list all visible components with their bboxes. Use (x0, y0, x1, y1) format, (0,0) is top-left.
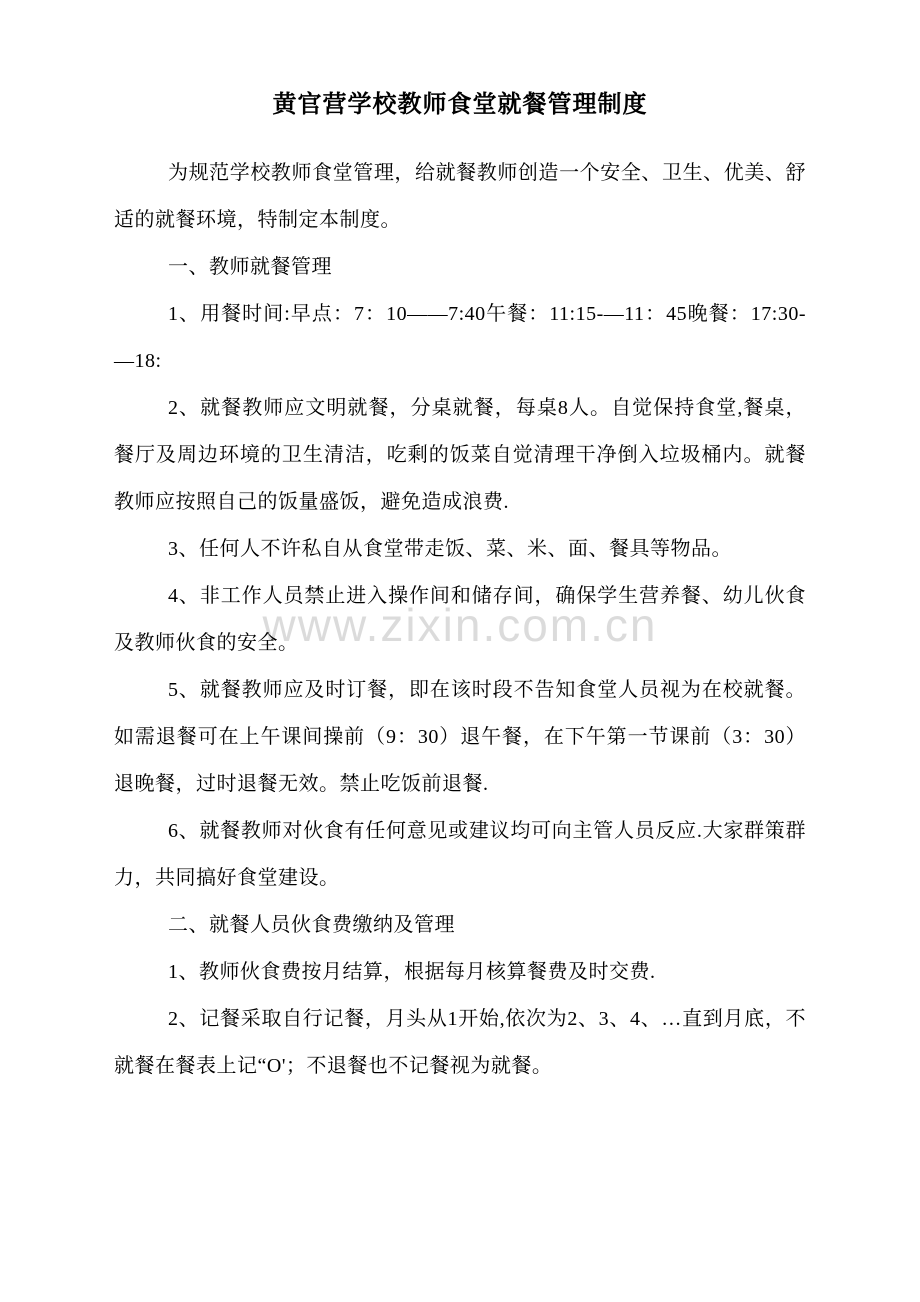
paragraph-rule-1-3: 3、任何人不许私自从食堂带走饭、菜、米、面、餐具等物品。 (168, 538, 732, 560)
paragraph-rule-1-4: 4、非工作人员禁止进入操作间和储存间，确保学生营养餐、幼儿伙食及教师伙食的安全。 (114, 585, 806, 654)
watermark: www.zixin.com.cn (262, 599, 658, 651)
section-heading-1: 一、教师就餐管理 (168, 256, 332, 278)
paragraph-intro: 为规范学校教师食堂管理，给就餐教师创造一个安全、卫生、优美、舒适的就餐环境，特制定本制度。 (114, 162, 806, 231)
section-heading-2: 二、就餐人员伙食费缴纳及管理 (168, 914, 455, 936)
paragraph-rule-1-1: 1、用餐时间:早点：7：10——7:40午餐：11:15-—11：45晚餐：17:30-—18: (114, 303, 806, 372)
document-body (114, 150, 806, 1090)
paragraph-rule-1-2: 2、就餐教师应文明就餐，分桌就餐，每桌8人。自觉保持食堂,餐桌，餐厅及周边环境的卫生清洁，吃剩的饭菜自觉清理干净倒入垃圾桶内。就餐教师应按照自己的饭量盛饭，避免造成浪费. (114, 397, 806, 513)
paragraph-rule-1-5: 5、就餐教师应及时订餐，即在该时段不告知食堂人员视为在校就餐。如需退餐可在上午课间操前（9：30）退午餐，在下午第一节课前（3：30）退晚餐，过时退餐无效。禁止吃饭前退餐. (114, 679, 806, 795)
paragraph-rule-2-1: 1、教师伙食费按月结算，根据每月核算餐费及时交费. (168, 961, 656, 983)
paragraph-rule-2-2: 2、记餐采取自行记餐，月头从1开始,依次为2、3、4、…直到月底，不就餐在餐表上记“O'；不退餐也不记餐视为就餐。 (114, 1008, 806, 1077)
paragraph-rule-1-6: 6、就餐教师对伙食有任何意见或建议均可向主管人员反应.大家群策群力，共同搞好食堂建设。 (114, 820, 806, 889)
document-title: 黄官营学校教师食堂就餐管理制度 (272, 92, 648, 118)
